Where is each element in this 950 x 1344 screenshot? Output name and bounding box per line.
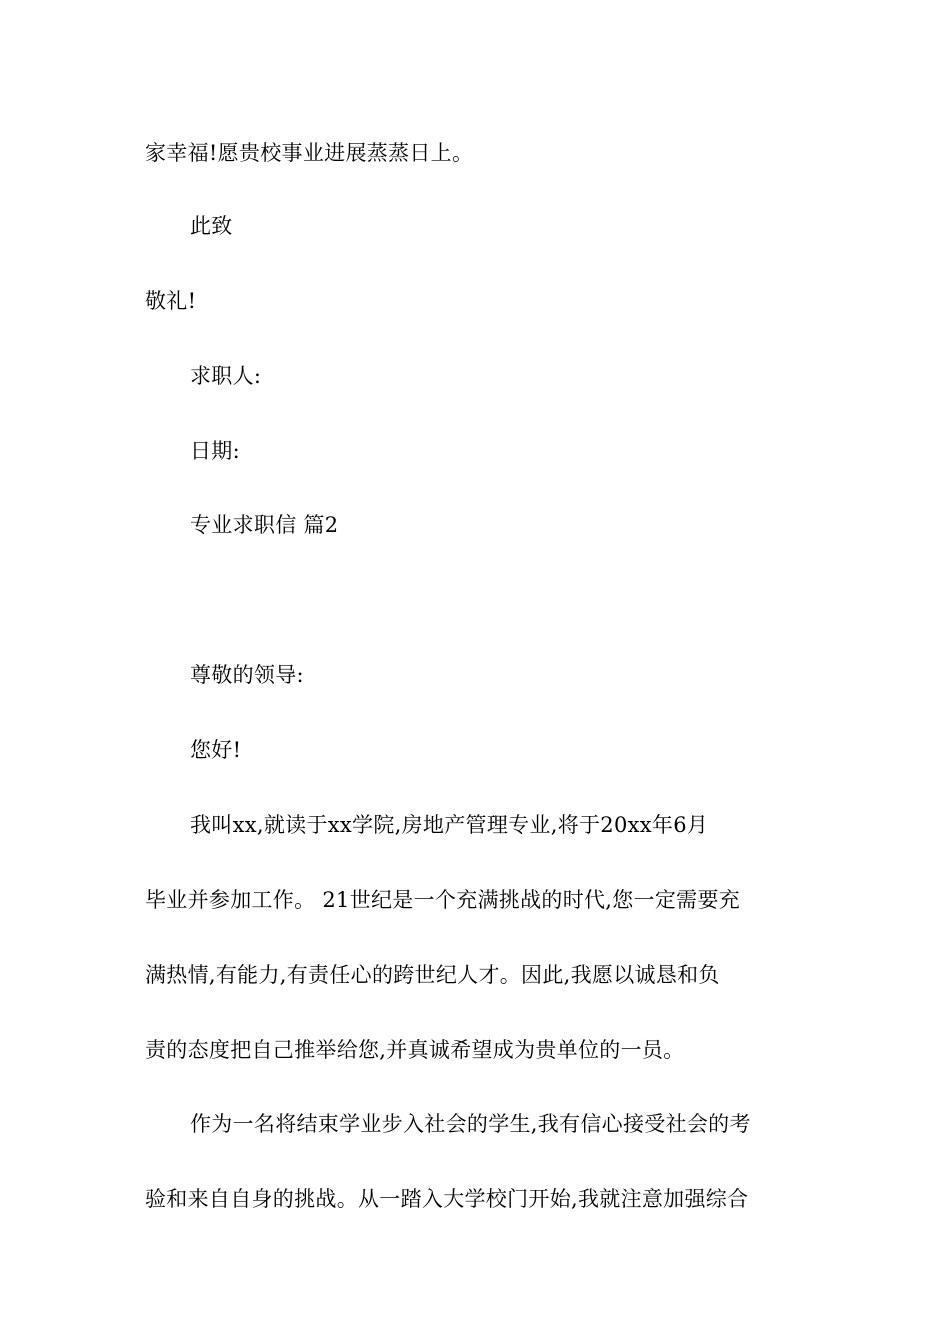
applicant-label: 求职人: bbox=[190, 364, 262, 388]
greeting-hello: 您好! bbox=[190, 738, 242, 762]
paragraph-line: 满热情,有能力,有责任心的跨世纪人才。因此,我愿以诚恳和负 bbox=[145, 963, 720, 987]
paragraph-line: 验和来自自身的挑战。从一踏入大学校门开始,我就注意加强综合 bbox=[145, 1187, 749, 1211]
paragraph-line: 我叫xx,就读于xx学院,房地产管理专业,将于20xx年6月 bbox=[190, 813, 709, 837]
greeting: 尊敬的领导: bbox=[190, 663, 304, 687]
paragraph-line: 家幸福!愿贵校事业进展蒸蒸日上。 bbox=[145, 141, 474, 165]
closing-salutation: 此致 bbox=[190, 214, 233, 238]
paragraph-line: 毕业并参加工作。 21世纪是一个充满挑战的时代,您一定需要充 bbox=[145, 888, 741, 912]
paragraph-line: 作为一名将结束学业步入社会的学生,我有信心接受社会的考 bbox=[190, 1112, 751, 1136]
paragraph-line: 责的态度把自己推举给您,并真诚希望成为贵单位的一员。 bbox=[145, 1038, 685, 1062]
date-label: 日期: bbox=[190, 439, 240, 463]
section-heading: 专业求职信 篇2 bbox=[190, 513, 339, 537]
closing-regards: 敬礼! bbox=[145, 289, 197, 313]
